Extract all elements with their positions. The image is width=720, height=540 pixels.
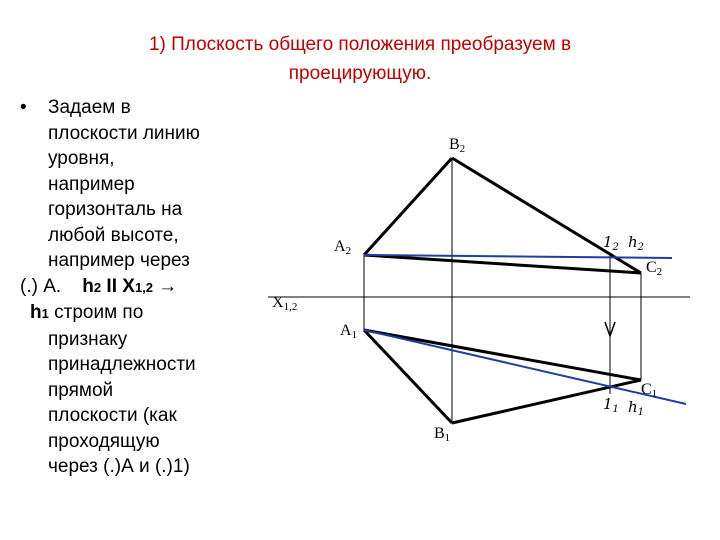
text-line-2: плоскости линию: [48, 122, 200, 144]
text-line-4: например: [48, 173, 135, 195]
label-x12: X1,2: [272, 294, 298, 313]
text-line-7: например через: [48, 250, 190, 271]
label-h2: $h_2$: [628, 233, 645, 253]
bullet-icon: •: [20, 97, 27, 118]
label-b2: B2: [449, 136, 466, 155]
label-a1: A1: [340, 322, 358, 341]
label-c2: C2: [646, 259, 663, 278]
text-line-13: плоскости (как: [48, 405, 177, 426]
text-line-1: • Задаем в: [20, 95, 270, 121]
text-line-5: горизонталь на: [48, 199, 183, 220]
text-line-12: прямой: [48, 379, 114, 401]
text-line-11: принадлежности: [48, 354, 196, 375]
text-line-3: уровня,: [48, 148, 115, 169]
horizontal-h1: [364, 330, 686, 404]
title-line-1: 1) Плоскость общего положения преобразуем в: [148, 34, 572, 55]
label-point-1-2: $1_2$: [603, 233, 619, 253]
label-a2: A2: [334, 238, 352, 257]
text-line-8: (.) А. h2 II X1,2 →: [20, 275, 178, 297]
text-line-15: через (.)А и (.)1): [48, 456, 190, 477]
text-line-9: h1 строим по: [30, 302, 144, 323]
label-point-1-1: $1_1$: [603, 395, 619, 415]
label-h1: $h_1$: [628, 398, 645, 418]
label-b1: B1: [434, 425, 451, 444]
text-line-10: признаку: [48, 328, 128, 350]
label-c1: C1: [641, 381, 658, 400]
text-line-14: проходящую: [48, 430, 160, 452]
edge-a2-b2: [364, 158, 452, 255]
title-line-2: проецирующую.: [288, 63, 432, 84]
text-line-6: любой высоте,: [48, 224, 179, 246]
